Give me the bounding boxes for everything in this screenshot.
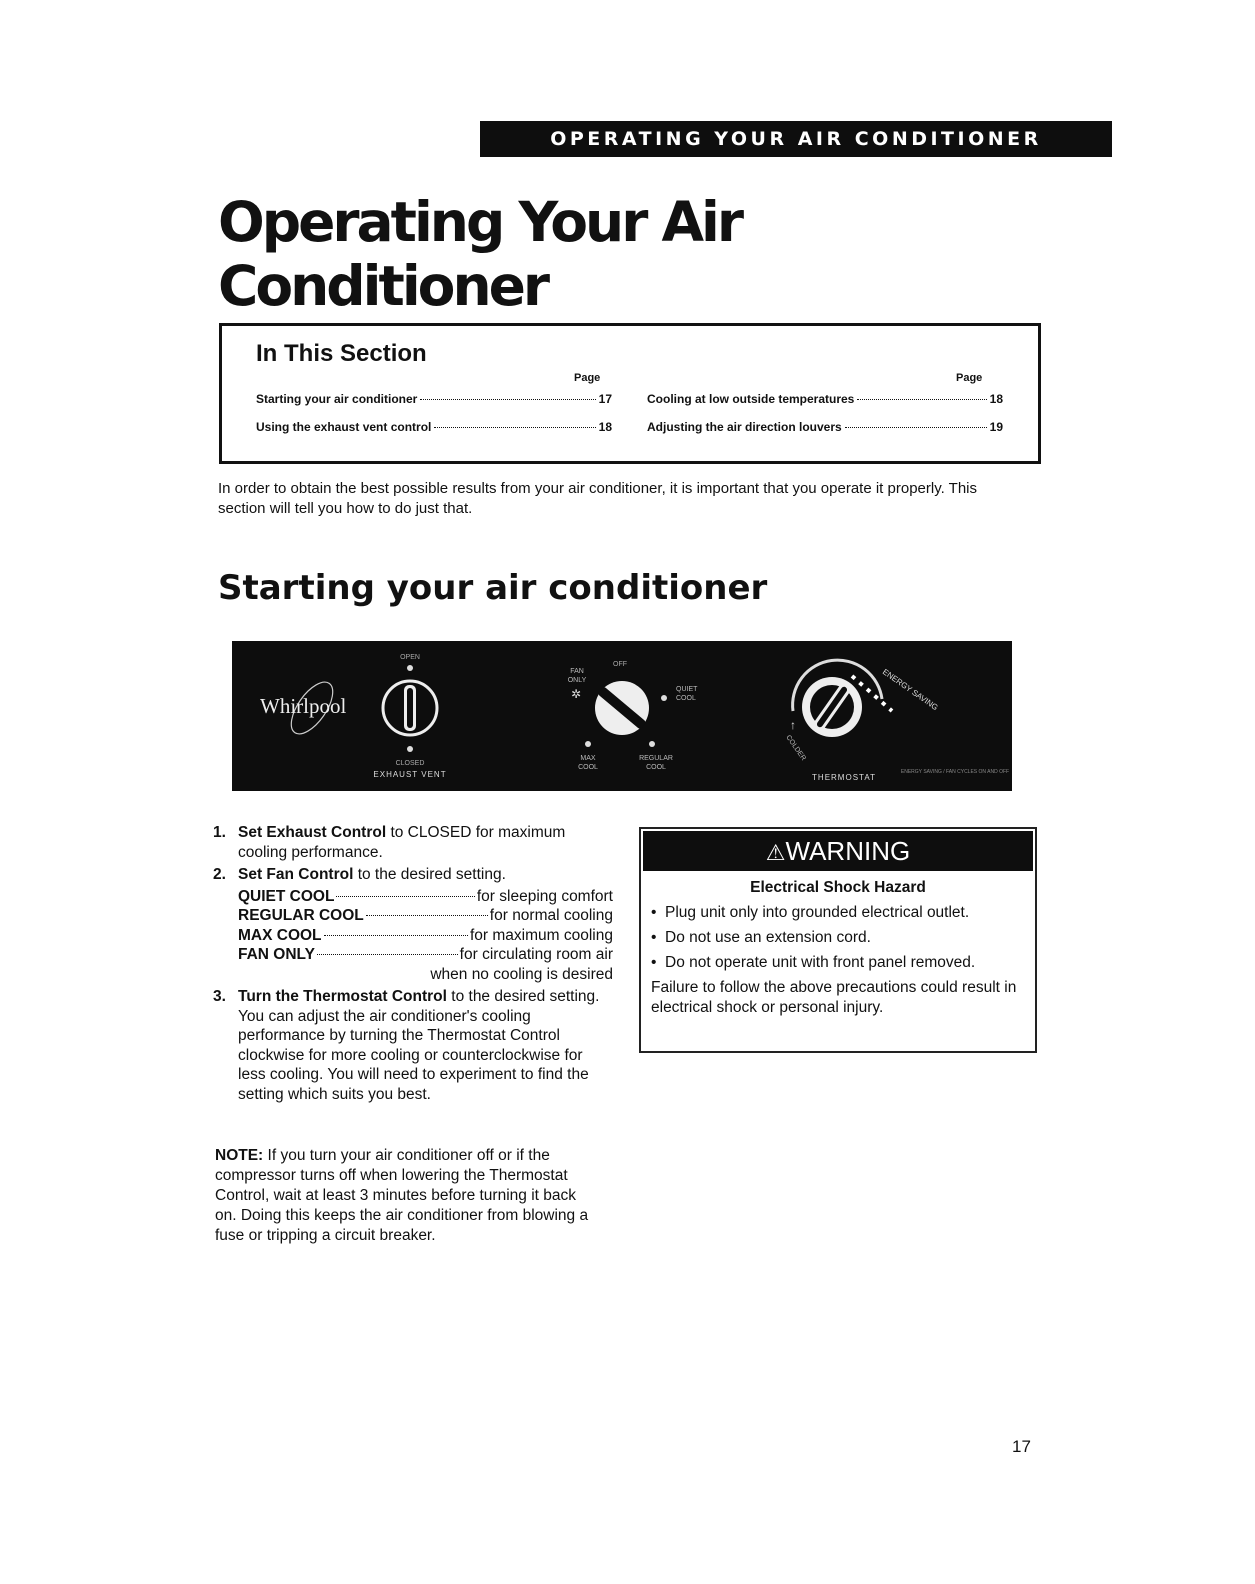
page-title-line-2: Conditioner <box>218 254 548 318</box>
page-title <box>218 190 741 318</box>
operating-steps <box>213 823 613 1107</box>
note-paragraph <box>215 1146 595 1246</box>
section-banner: OPERATING YOUR AIR CONDITIONER <box>480 121 1112 157</box>
exhaust-vent-knob[interactable] <box>373 654 446 779</box>
vent-open-label: OPEN <box>400 654 420 661</box>
control-panel-graphic <box>232 641 1012 791</box>
fan-mode-desc: for sleeping comfort <box>476 887 613 905</box>
toc-entry-page: 19 <box>989 420 1003 434</box>
warning-item: • Do not operate unit with front panel removed. <box>651 953 1023 972</box>
toc-entry-label: Using the exhaust vent control <box>256 420 432 434</box>
fan-only-label-2: ONLY <box>567 677 587 684</box>
fan-mode-name: QUIET COOL <box>238 887 335 905</box>
vent-caption: EXHAUST VENT <box>373 770 447 779</box>
quiet-cool-label-1: QUIET <box>676 686 698 693</box>
toc-page-label-right: Page <box>956 372 983 384</box>
toc-entry-label: Starting your air conditioner <box>256 392 418 406</box>
toc-entry-page: 17 <box>598 392 612 406</box>
step-item <box>213 865 613 984</box>
warning-item: • Plug unit only into grounded electrical outlet. <box>651 903 1023 922</box>
control-panel-illustration <box>232 641 1012 791</box>
toc-page-label-left: Page <box>574 372 601 384</box>
warning-box <box>639 827 1037 1053</box>
section-title: Starting your air conditioner <box>218 568 768 608</box>
leader-dots <box>324 935 468 936</box>
step-bold: Turn the Thermostat Control <box>238 988 447 1005</box>
warning-subtitle: Electrical Shock Hazard <box>750 879 926 896</box>
fan-only-label-1: FAN <box>570 668 584 675</box>
regular-cool-label-2: COOL <box>646 764 666 771</box>
max-cool-label-2: COOL <box>578 764 598 771</box>
toc-heading: In This Section <box>256 340 427 367</box>
fan-mode-row <box>238 906 613 926</box>
thermostat-caption: THERMOSTAT <box>812 773 876 782</box>
step-text: to CLOSED for maximum cooling performance. <box>238 824 566 861</box>
toc-entry-page: 18 <box>598 420 612 434</box>
step-text: to the desired setting. <box>353 866 506 883</box>
whirlpool-logo <box>260 675 346 740</box>
colder-label: COLDER <box>784 734 807 763</box>
step-number: 1. <box>213 824 226 841</box>
fan-mode-row <box>238 926 613 946</box>
fan-only-tail: when no cooling is desired <box>430 965 613 983</box>
fan-mode-row <box>238 945 613 965</box>
step-item <box>213 823 613 862</box>
brand-text: Whirlpool <box>260 694 347 718</box>
regular-cool-label-1: REGULAR <box>639 755 673 762</box>
note-label: NOTE: <box>215 1147 264 1164</box>
fan-mode-list <box>238 887 613 985</box>
vent-closed-label: CLOSED <box>395 760 425 767</box>
leader-dots <box>336 896 474 897</box>
toc-entry[interactable] <box>256 392 612 406</box>
note-text: If you turn your air conditioner off or if the compressor turns off when lowering the Thermostat Control, wait at least 3 minutes before turning it back on. Doing this keeps the air conditioner from blowing a fuse or tripping a circuit breaker. <box>215 1147 589 1244</box>
toc-entry-page: 18 <box>989 392 1003 406</box>
page-number: 17 <box>1012 1437 1031 1456</box>
toc-entry[interactable] <box>647 392 1003 406</box>
leader-dots <box>366 915 488 916</box>
step-bold: Set Exhaust Control <box>238 824 387 841</box>
fan-mode-desc: for normal cooling <box>489 907 613 924</box>
fan-mode-name: REGULAR COOL <box>238 907 364 924</box>
toc-entry-label: Cooling at low outside temperatures <box>647 392 855 406</box>
panel-small-print: ENERGY SAVING / FAN CYCLES ON AND OFF <box>900 769 1010 775</box>
page-title-line-1: Operating Your Air <box>218 190 742 254</box>
fan-off-label: OFF <box>613 661 627 668</box>
warning-title: WARNING <box>785 836 911 866</box>
thermostat-knob[interactable] <box>784 660 1009 782</box>
intro-paragraph: In order to obtain the best possible results from your air conditioner, it is important that you operate it properly. This section will tell you how to do just that. <box>218 480 977 517</box>
in-this-section-box <box>219 323 1041 464</box>
warning-header <box>643 831 1033 871</box>
step-item <box>213 987 613 1104</box>
leader-dots <box>845 427 987 428</box>
step-text: to the desired setting. You can adjust the air conditioner's cooling performance by turning the Thermostat Control clockwise for more cooling or counterclockwise for less cooling. You will need to experiment to find the setting which suits you best. <box>238 988 600 1103</box>
warning-list <box>641 903 1035 972</box>
toc-entry[interactable] <box>647 420 1003 434</box>
fan-control-knob[interactable] <box>568 661 698 771</box>
fan-mode-name: FAN ONLY <box>238 946 315 963</box>
fan-mode-name: MAX COOL <box>238 926 322 944</box>
fan-icon: ✲ <box>571 687 582 701</box>
leader-dots <box>434 427 595 428</box>
energy-saving-label: ENERGY SAVING <box>880 667 940 713</box>
leader-dots <box>857 399 986 400</box>
warning-footer: Failure to follow the above precautions could result in electrical shock or personal injury. <box>651 979 1017 1016</box>
step-bold: Set Fan Control <box>238 866 354 883</box>
leader-dots <box>420 399 595 400</box>
step-number: 3. <box>213 988 226 1005</box>
warning-item: • Do not use an extension cord. <box>651 928 1023 947</box>
toc-entry-label: Adjusting the air direction louvers <box>647 420 842 434</box>
fan-mode-row <box>238 887 613 907</box>
colder-arrow-icon: ↑ <box>790 718 796 732</box>
quiet-cool-label-2: COOL <box>676 695 696 702</box>
leader-dots <box>317 954 458 955</box>
max-cool-label-1: MAX <box>580 755 596 762</box>
step-number: 2. <box>213 866 226 883</box>
warning-triangle-icon: ⚠ <box>765 840 786 865</box>
fan-mode-desc: for circulating room air <box>459 946 613 963</box>
toc-entry[interactable] <box>256 420 612 434</box>
fan-mode-desc: for maximum cooling <box>470 926 613 944</box>
